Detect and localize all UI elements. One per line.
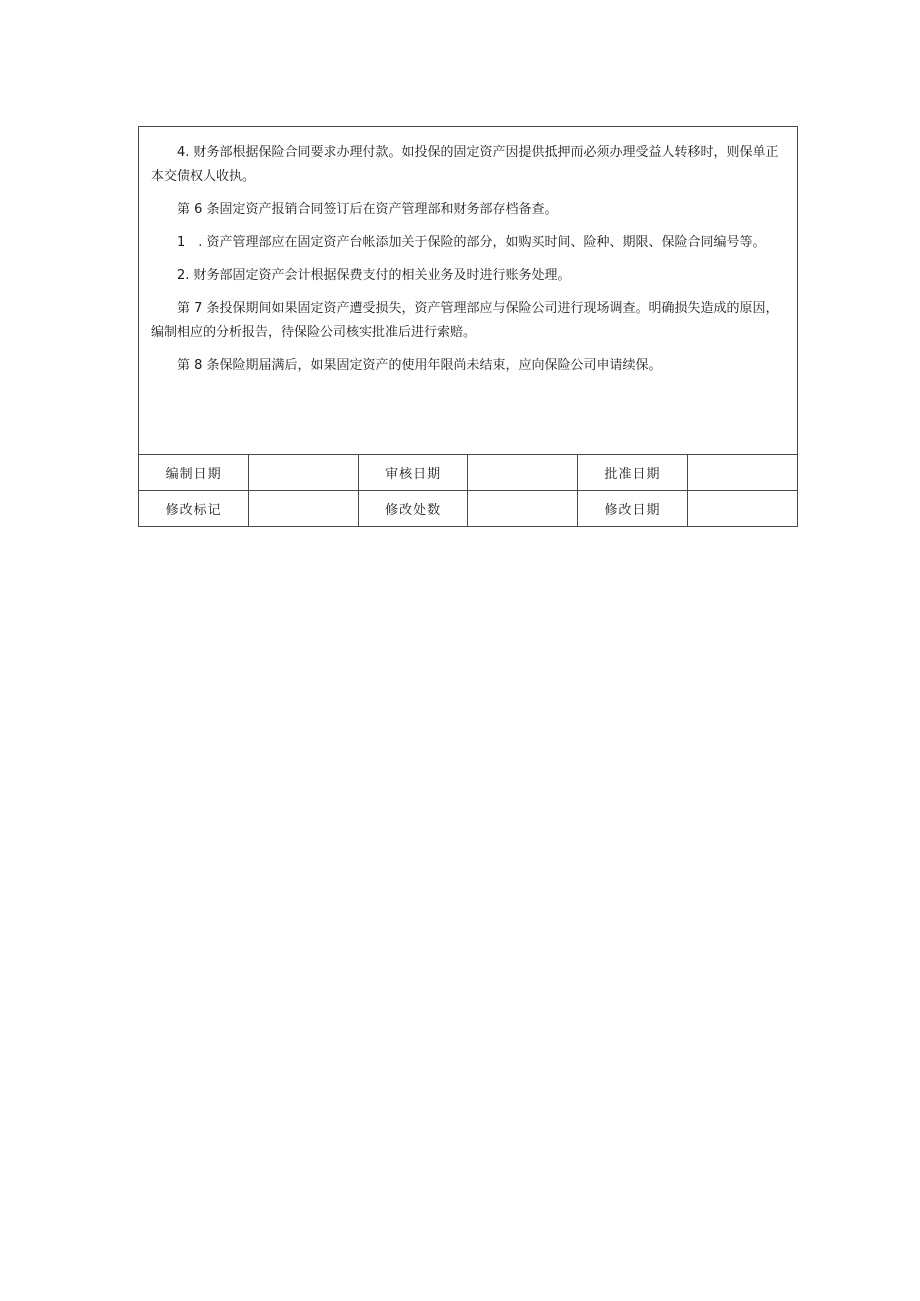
revision-count-label: 修改处数 (358, 491, 468, 527)
revision-date-label: 修改日期 (578, 491, 688, 527)
compile-date-value[interactable] (249, 455, 359, 491)
paragraph-accounting: 2. 财务部固定资产会计根据保费支付的相关业务及时进行账务处理。 (177, 268, 571, 283)
review-date-label: 审核日期 (358, 455, 468, 491)
paragraph-article-8: 第 8 条保险期届满后，如果固定资产的使用年限尚未结束，应向保险公司申请续保。 (177, 358, 662, 373)
document-frame (138, 126, 798, 527)
paragraph-asset-ledger: 1 . 资产管理部应在固定资产台帐添加关于保险的部分，如购买时间、险种、期限、保险合同编号等。 (177, 235, 766, 250)
revision-date-value[interactable] (687, 491, 797, 527)
review-date-value[interactable] (468, 455, 578, 491)
table-row (139, 455, 797, 491)
table-row (139, 491, 797, 527)
text-block (139, 127, 797, 454)
signature-table (139, 454, 797, 526)
paragraph-payment: 4. 财务部根据保险合同要求办理付款。如投保的固定资产因提供抵押而必须办理受益人转移时，则保单正本交债权人收执。 (151, 145, 779, 184)
paragraph-article-6: 第 6 条固定资产报销合同签订后在资产管理部和财务部存档备查。 (177, 202, 558, 217)
revision-mark-label: 修改标记 (139, 491, 249, 527)
approve-date-value[interactable] (687, 455, 797, 491)
paragraph-article-7: 第 7 条投保期间如果固定资产遭受损失，资产管理部应与保险公司进行现场调查。明确损失造成的原因，编制相应的分析报告，待保险公司核实批准后进行索赔。 (151, 301, 779, 340)
revision-count-value[interactable] (468, 491, 578, 527)
compile-date-label: 编制日期 (139, 455, 249, 491)
revision-mark-value[interactable] (249, 491, 359, 527)
approve-date-label: 批准日期 (578, 455, 688, 491)
